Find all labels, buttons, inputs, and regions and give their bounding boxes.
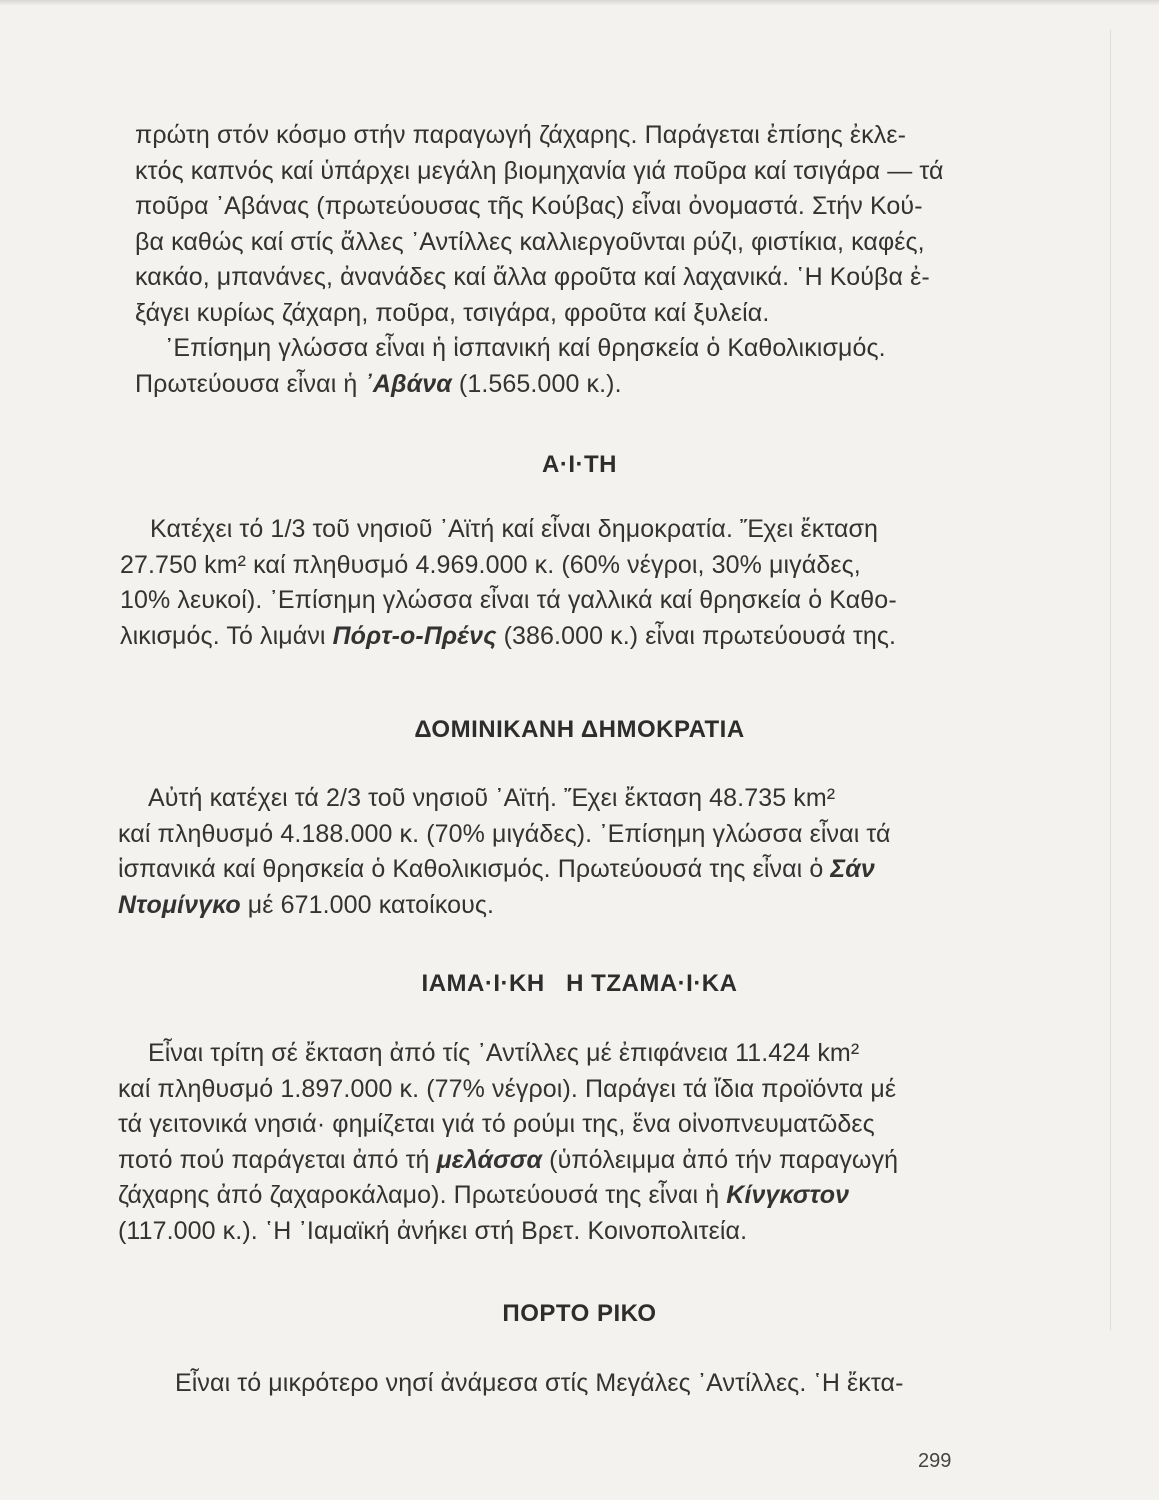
text-span: ποτό πού παράγεται ἀπό τή	[118, 1145, 437, 1174]
section-heading-puerto-rico: ΠΟΡΤΟ ΡΙΚΟ	[502, 1300, 657, 1327]
haiti-paragraph	[120, 512, 976, 654]
page-fold-line	[1110, 30, 1111, 1330]
page-top-edge	[0, 0, 1159, 6]
text-line	[118, 888, 976, 924]
text-line	[120, 619, 976, 655]
text-line: τά γειτονικά νησιά· φημίζεται γιά τό ρούμι της, ἕνα οἰνοπνευματῶδες	[118, 1110, 875, 1138]
text-span: (ὑπόλειμμα ἀπό τήν παραγωγή	[542, 1145, 899, 1174]
dominican-paragraph	[118, 781, 976, 923]
section-heading-haiti: Α·Ι·ΤΗ	[542, 451, 617, 478]
capital-name: Πόρτ-ο-Πρένς	[332, 621, 497, 650]
text-line	[118, 1143, 976, 1179]
text-span: Πρωτεύουσα εἶναι ἡ	[135, 369, 365, 398]
text-line: Εἶναι τό μικρότερο νησί ἀνάμεσα στίς Μεγάλες ᾿Αντίλλες. ῾Η ἔκτα-	[175, 1369, 904, 1397]
text-line: (117.000 κ.). ῾Η ᾿Ιαμαϊκή ἀνήκει στή Βρετ. Κοινοπολιτεία.	[118, 1216, 748, 1245]
text-line	[118, 1178, 976, 1214]
section-heading-dominican: ΔΟΜΙΝΙΚΑΝΗ ΔΗΜΟΚΡΑΤΙΑ	[414, 716, 745, 743]
term-name: μελάσσα	[436, 1145, 543, 1174]
text-span: ἱσπανικά καί θρησκεία ὁ Καθολικισμός. Πρωτεύουσά της εἶναι ὁ	[118, 855, 831, 883]
puerto-rico-paragraph	[175, 1366, 975, 1402]
capital-name: Σάν	[830, 855, 875, 883]
text-span: (386.000 κ.) εἶναι πρωτεύουσά της.	[496, 621, 897, 650]
text-line	[118, 852, 976, 888]
text-line: Αὐτή κατέχει τά 2/3 τοῦ νησιοῦ ᾿Αϊτή. Ἔχει ἔκταση 48.735 km²	[148, 784, 836, 812]
section-heading-jamaica: ΙΑΜΑ·Ι·ΚΗ Η ΤΖΑΜΑ·Ι·ΚΑ	[421, 970, 738, 997]
text-line: ξάγει κυρίως ζάχαρη, ποῦρα, τσιγάρα, φροῦτα καί ξυλεία.	[135, 298, 770, 327]
text-span: (1.565.000 κ.).	[451, 369, 622, 398]
text-span: λικισμός. Τό λιμάνι	[120, 621, 333, 650]
capital-name: Κίνγκστον	[726, 1181, 850, 1209]
text-line: καί πληθυσμό 1.897.000 κ. (77% νέγροι). Παράγει τά ἴδια προϊόντα μέ	[118, 1074, 897, 1103]
text-span: ζάχαρης ἀπό ζαχαροκάλαμο). Πρωτεύουσά της εἶναι ἡ	[118, 1181, 727, 1209]
text-line: ποῦρα ᾿Αβάνας (πρωτεύουσας τῆς Κούβας) εἶναι ὀνομαστά. Στήν Κού-	[135, 192, 923, 220]
text-line: 27.750 km² καί πληθυσμό 4.969.000 κ. (60% νέγροι, 30% μιγάδες,	[120, 550, 861, 579]
capital-name: ᾿Αβάνα	[364, 369, 452, 398]
text-line: Εἶναι τρίτη σέ ἔκταση ἀπό τίς ᾿Αντίλλες μέ ἐπιφάνεια 11.424 km²	[148, 1039, 860, 1067]
text-line	[135, 367, 973, 403]
text-span: μέ 671.000 κατοίκους.	[240, 890, 495, 919]
capital-name: Ντομίνγκο	[118, 890, 241, 919]
text-line: καί πληθυσμό 4.188.000 κ. (70% μιγάδες). ᾿Επίσημη γλώσσα εἶναι τά	[118, 819, 891, 848]
text-line: πρώτη στόν κόσμο στήν παραγωγή ζάχαρης. Παράγεται ἐπίσης ἐκλε-	[135, 121, 907, 149]
text-line: ᾿Επίσημη γλώσσα εἶναι ἡ ἱσπανική καί θρησκεία ὁ Καθολικισμός.	[165, 334, 886, 362]
text-line: Κατέχει τό 1/3 τοῦ νησιοῦ ᾿Αϊτή καί εἶναι δημοκρατία. Ἔχει ἔκταση	[150, 515, 879, 543]
text-line: κτός καπνός καί ὑπάρχει μεγάλη βιομηχανία γιά ποῦρα καί τσιγάρα — τά	[135, 156, 944, 185]
text-line: κακάο, μπανάνες, ἀνανάδες καί ἄλλα φροῦτα καί λαχανικά. ῾Η Κούβα ἐ-	[135, 263, 930, 291]
text-line: βα καθώς καί στίς ἄλλες ᾿Αντίλλες καλλιεργοῦνται ρύζι, φιστίκια, καφές,	[135, 227, 925, 256]
cuba-paragraph	[135, 118, 973, 402]
page-number: 299	[918, 1450, 952, 1472]
jamaica-paragraph	[118, 1036, 976, 1249]
text-line: 10% λευκοί). ᾿Επίσημη γλώσσα εἶναι τά γαλλικά καί θρησκεία ὁ Καθο-	[120, 586, 897, 614]
